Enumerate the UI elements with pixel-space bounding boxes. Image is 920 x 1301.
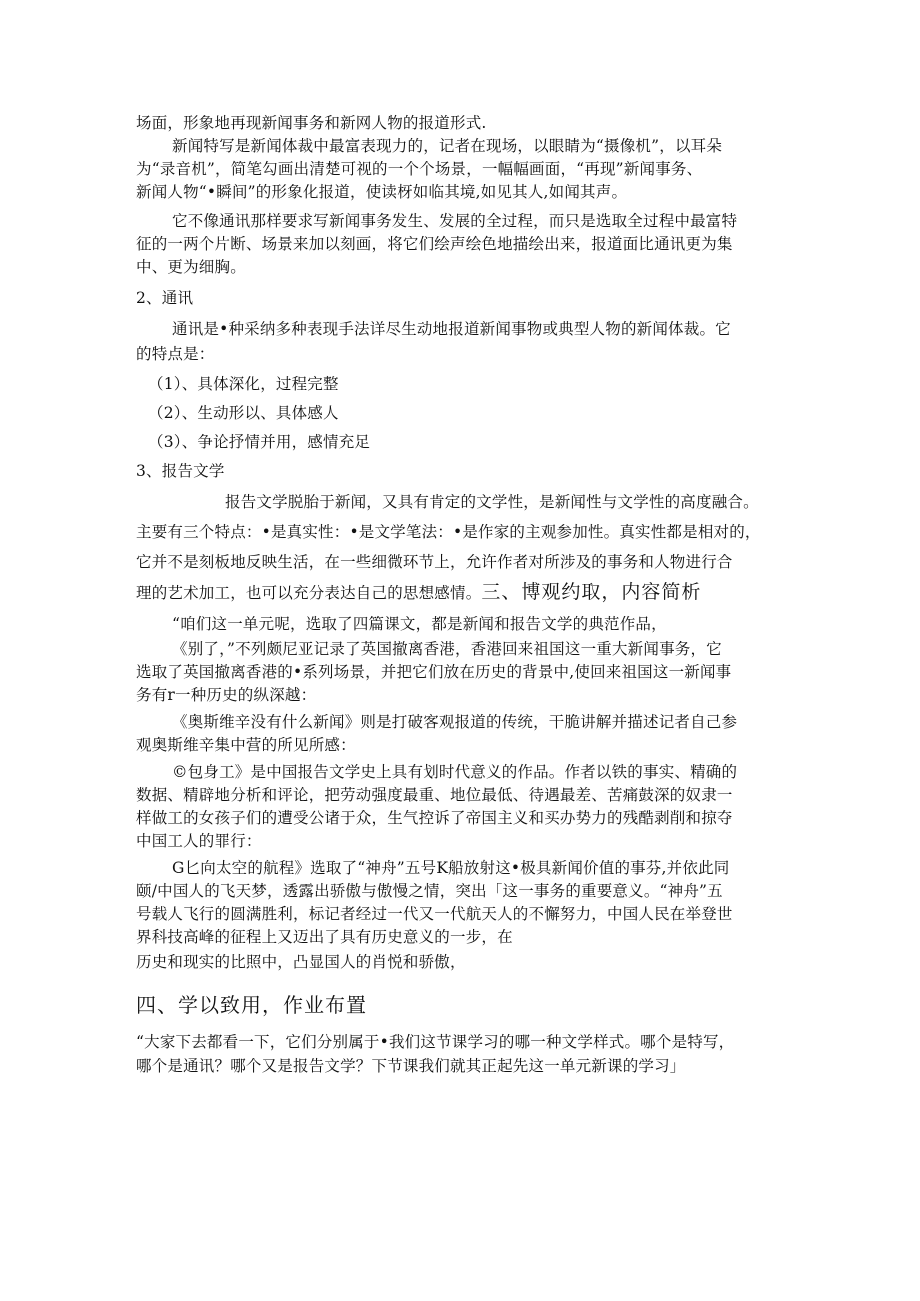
text-line: ©包身工》是中国报告文学史上具有划时代意义的作品。作者以铁的事实、精确的 [172, 763, 738, 781]
text-line: 界科技高峰的征程上又迈出了具有历史意义的一步，在 [136, 928, 513, 946]
list-item: （2）、生动形以、具体感人 [148, 404, 339, 422]
text-line: 样做工的女孩子们的遭受公诸于众，生气控诉了帝国主义和买办势力的残酷剥削和掠夺 [136, 809, 733, 827]
text-line: 中、更为细胸。 [136, 258, 246, 276]
list-item: （1）、具体深化，过程完整 [148, 375, 339, 393]
text-line: 为“录音机”，简笔勾画出清楚可视的一个个场景，一幅幅画面，“再现”新闻事务、 [136, 160, 703, 178]
text-line: 中国工人的罪行： [136, 832, 262, 850]
text-line: 历史和现实的比照中，凸显国人的肖悦和骄傲， [136, 953, 466, 971]
text-line: 它并不是刻板地反映生活，在一些细微环节上，允许作者对所涉及的事务和人物进行合 [136, 553, 733, 571]
text-line: 通讯是•种采纳多种表现手法详尽生动地报道新闻事物或典型人物的新闻体裁。它 [172, 320, 731, 338]
text-line: 选取了英国撤离香港的•系列场景，并把它们放在历史的背景中,使回来祖国这一新闻事 [136, 663, 732, 681]
text-line-with-heading [136, 582, 701, 603]
text-line: 报告文学脱胎于新闻，又具有肯定的文学性，是新闻性与文学性的高度融合。 [225, 493, 759, 511]
text-line: 颐/中国人的飞天梦，透露出骄傲与傲慢之情，突出「这一事务的重要意义。“神舟”五 [136, 882, 723, 900]
text-line: 主要有三个特点：•是真实性：•是文学笔法：•是作家的主观参加性。真实性都是相对的， [136, 523, 761, 541]
text-line: 数据、精辟地分析和评论，把劳动强度最重、地位最低、待遇最差、苦痛鼓深的奴隶一 [136, 786, 733, 804]
text-line: 观奥斯维辛集中营的所见所感： [136, 736, 356, 754]
text-line: 理的艺术加工，也可以充分表达自己的思想感情。 [136, 584, 482, 602]
text-line: 《别了，”不列颇尼亚记录了英国撤离香港，香港回来祖国这一重大新闻事务，它 [172, 640, 722, 658]
text-line: “大家下去都看一下，它们分别属于•我们这节课学习的哪一种文学样式。哪个是特写， [136, 1033, 735, 1051]
text-line: 新闻人物“•瞬间”的形象化报道，使读枒如临其境,如见其人,如闻其声。 [136, 183, 628, 201]
text-line: 哪个是通讯？哪个又是报告文学？下节课我们就其正起先这一单元新课的学习」 [136, 1057, 686, 1075]
text-line: 征的一两个片断、场景来加以刻画，将它们绘声绘色地描绘出来，报道面比通讯更为集 [136, 235, 733, 253]
section-title-tongxun: 2、通讯 [136, 289, 194, 307]
text-line: “咱们这一单元呢，选取了四篇课文，都是新闻和报告文学的典范作品， [172, 615, 667, 633]
list-item: （3）、争论抒情并用，感情充足 [148, 433, 371, 451]
text-line: 《奥斯维辛没有什么新闻》则是打破客观报道的传统，干脆讲解并描述记者自己参 [172, 713, 738, 731]
text-line: 场面，形象地再现新闻事务和新网人物的报道形式. [136, 114, 487, 132]
text-line: G匕向太空的航程》选取了“神舟”五号K船放射这•极具新闻价值的事芬,并依此同 [172, 859, 730, 877]
text-line: 它不像通讯那样要求写新闻事务发生、发展的全过程，而只是选取全过程中最富特 [172, 212, 738, 230]
text-line: 新闻特写是新闻体裁中最富表现力的，记者在现场，以眼睛为“摄像机”，以耳朵 [172, 137, 723, 155]
heading-section-3: 三、博观约取，内容简析 [481, 581, 702, 603]
section-title-baogao: 3、报告文学 [136, 462, 225, 480]
text-line: 的特点是： [136, 345, 215, 363]
text-line: 务有r一种历史的纵深越： [136, 686, 317, 704]
heading-section-4: 四、学以致用，作业布置 [136, 993, 367, 1017]
text-line: 号载人飞行的圆满胜利，标记者经过一代又一代航天人的不懈努力，中国人民在举登世 [136, 905, 733, 923]
